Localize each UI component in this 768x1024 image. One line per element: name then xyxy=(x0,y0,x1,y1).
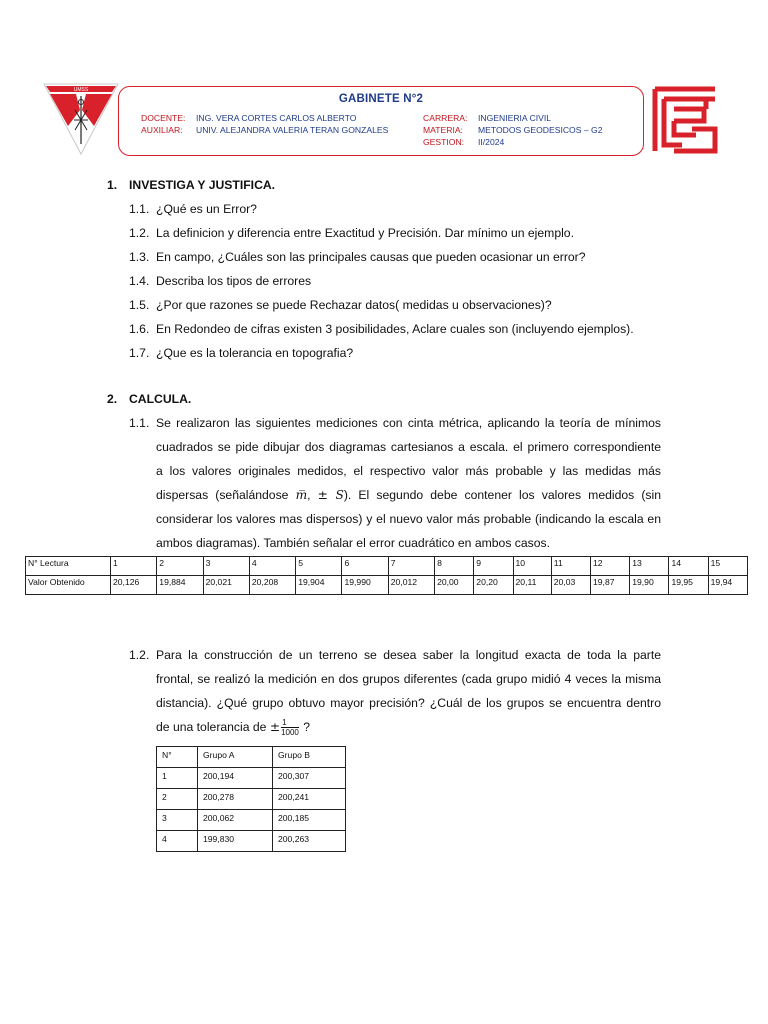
table-header-cell: Grupo B xyxy=(273,747,346,768)
carrera-label: CARRERA: xyxy=(423,113,468,123)
statement-fragment: de una tolerancia de xyxy=(156,720,267,734)
table-cell: 5 xyxy=(296,557,342,576)
table-cell: 12 xyxy=(591,557,630,576)
statement-line: Se realizaron las siguientes mediciones con cinta métrica, aplicando la teoría de mínimos xyxy=(156,416,661,430)
table-cell: 11 xyxy=(551,557,590,576)
readings-table xyxy=(25,556,748,595)
table-row xyxy=(26,557,748,576)
table-cell: 2 xyxy=(157,789,198,810)
table-cell: 20,126 xyxy=(111,576,157,595)
document-title: GABINETE N°2 xyxy=(338,93,424,105)
table-cell: 19,94 xyxy=(708,576,747,595)
table-cell: 200,185 xyxy=(273,810,346,831)
section-2-number: 2. xyxy=(107,392,118,406)
fraction-denominator: 1000 xyxy=(281,728,299,738)
question-text: En campo, ¿Cuáles son las principales causas que pueden ocasionar un error? xyxy=(156,250,586,264)
question-text: Describa los tipos de errores xyxy=(156,274,312,288)
table-cell: 20,208 xyxy=(249,576,295,595)
question-number: 1.5. xyxy=(129,298,150,312)
table-header-cell: Valor Obtenido xyxy=(26,576,111,595)
statement-fragment: ? xyxy=(303,720,311,734)
section-1-number: 1. xyxy=(107,178,118,192)
table-cell: 20,03 xyxy=(551,576,590,595)
table-cell: 200,307 xyxy=(273,768,346,789)
table-row xyxy=(157,768,346,789)
table-cell: 3 xyxy=(157,810,198,831)
header-info-box xyxy=(118,86,644,156)
plus-minus-symbol: ± xyxy=(269,720,281,734)
table-header-cell: Grupo A xyxy=(198,747,273,768)
table-header-cell: N° xyxy=(157,747,198,768)
table-cell: 15 xyxy=(708,557,747,576)
gestion-label: GESTION: xyxy=(423,137,465,147)
fraction-numerator: 1 xyxy=(281,718,299,728)
docente-label: DOCENTE: xyxy=(141,113,186,123)
table-cell: 200,278 xyxy=(198,789,273,810)
question-text: ¿Por que razones se puede Rechazar datos( medidas u observaciones)? xyxy=(156,298,552,312)
table-cell: 19,884 xyxy=(157,576,203,595)
table-cell: 199,830 xyxy=(198,831,273,852)
table-row xyxy=(157,831,346,852)
question-number: 1.3. xyxy=(129,250,150,264)
problem-number: 1.2. xyxy=(129,648,150,662)
auxiliar-label: AUXILIAR: xyxy=(141,125,183,135)
table-cell: 20,021 xyxy=(203,576,249,595)
question-number: 1.4. xyxy=(129,274,150,288)
table-cell: 20,012 xyxy=(388,576,434,595)
statement-line: a los valores originales medidos, el respectivo valor más probable y las medidas más xyxy=(156,464,661,478)
section-2-title: CALCULA. xyxy=(129,392,192,406)
statement-line: distancia). ¿Qué grupo obtuvo mayor precisión? ¿Cuál de los grupos se encuentra dentro xyxy=(156,696,661,710)
table-cell: 19,90 xyxy=(630,576,669,595)
question-text: ¿Qué es un Error? xyxy=(156,202,257,216)
question-number: 1.6. xyxy=(129,322,150,336)
statement-line-with-math: dispersas (señalándose m̅, ± S). El segundo debe contener los valores medidos (sin xyxy=(156,488,662,502)
table-cell: 19,95 xyxy=(669,576,708,595)
statement-line: cuadrados se pide dibujar dos diagramas cartesianos a escala. el primero correspondiente xyxy=(156,440,661,454)
table-row xyxy=(157,747,346,768)
faculty-logo xyxy=(652,85,718,155)
question-number: 1.2. xyxy=(129,226,150,240)
carrera-value: INGENIERIA CIVIL xyxy=(478,113,552,123)
table-cell: 200,263 xyxy=(273,831,346,852)
section-1-title: INVESTIGA Y JUSTIFICA. xyxy=(129,178,276,192)
question-text: En Redondeo de cifras existen 3 posibilidades, Aclare cuales son (incluyendo ejemplos). xyxy=(156,322,634,336)
problem-2-statement xyxy=(156,643,661,739)
gestion-value: II/2024 xyxy=(478,137,505,147)
table-cell: 9 xyxy=(474,557,513,576)
statement-fragment: ). El segundo debe contener los valores medidos (sin xyxy=(343,488,662,502)
auxiliar-row xyxy=(141,124,183,136)
table-cell: 14 xyxy=(669,557,708,576)
docente-value: ING. VERA CORTES CARLOS ALBERTO xyxy=(196,113,357,123)
table-row xyxy=(26,576,748,595)
table-cell: 20,00 xyxy=(435,576,474,595)
statement-line-with-fraction xyxy=(156,715,661,739)
statement-line: ambos diagramas). También señalar el error cuadrático en ambos casos. xyxy=(156,536,551,550)
table-cell: 20,11 xyxy=(513,576,551,595)
groups-table xyxy=(156,746,346,852)
table-cell: 6 xyxy=(342,557,388,576)
table-cell: 10 xyxy=(513,557,551,576)
math-mean-symbol: m̅ xyxy=(295,488,308,502)
table-header-cell: N° Lectura xyxy=(26,557,111,576)
tolerance-fraction xyxy=(281,718,299,737)
question-number: 1.7. xyxy=(129,346,150,360)
problem-number: 1.1. xyxy=(129,416,150,430)
table-cell: 13 xyxy=(630,557,669,576)
materia-value: METODOS GEODESICOS – G2 xyxy=(478,125,603,135)
statement-line: Para la construcción de un terreno se desea saber la longitud exacta de toda la parte xyxy=(156,648,661,662)
question-number: 1.1. xyxy=(129,202,150,216)
question-text: ¿Que es la tolerancia en topografia? xyxy=(156,346,354,360)
auxiliar-value: UNIV. ALEJANDRA VALERIA TERAN GONZALES xyxy=(196,125,389,135)
table-cell: 3 xyxy=(203,557,249,576)
table-cell: 200,062 xyxy=(198,810,273,831)
table-cell: 1 xyxy=(111,557,157,576)
table-cell: 200,241 xyxy=(273,789,346,810)
table-cell: 4 xyxy=(157,831,198,852)
university-shield-logo xyxy=(42,80,120,156)
question-text: La definicion y diferencia entre Exactitud y Precisión. Dar mínimo un ejemplo. xyxy=(156,226,574,240)
table-cell: 20,20 xyxy=(474,576,513,595)
statement-line: frontal, se realizó la medición en dos grupos diferentes (cada grupo midió 4 veces la misma xyxy=(156,672,661,686)
table-cell: 200,194 xyxy=(198,768,273,789)
table-cell: 8 xyxy=(435,557,474,576)
statement-fragment: dispersas (señalándose xyxy=(156,488,289,502)
table-cell: 1 xyxy=(157,768,198,789)
table-cell: 4 xyxy=(249,557,295,576)
table-cell: 2 xyxy=(157,557,203,576)
table-cell: 19,904 xyxy=(296,576,342,595)
math-std-symbol: ± S xyxy=(317,488,344,502)
table-row xyxy=(157,789,346,810)
table-cell: 7 xyxy=(388,557,434,576)
table-row xyxy=(157,810,346,831)
svg-text:UMSS: UMSS xyxy=(73,87,89,93)
problem-1-statement xyxy=(156,411,661,555)
table-cell: 19,990 xyxy=(342,576,388,595)
docente-row xyxy=(141,112,185,124)
table-cell: 19,87 xyxy=(591,576,630,595)
statement-line: considerar los valores mas dispersos) y el nuevo valor más probable (indicando la escala en xyxy=(156,512,661,526)
materia-label: MATERIA: xyxy=(423,125,463,135)
